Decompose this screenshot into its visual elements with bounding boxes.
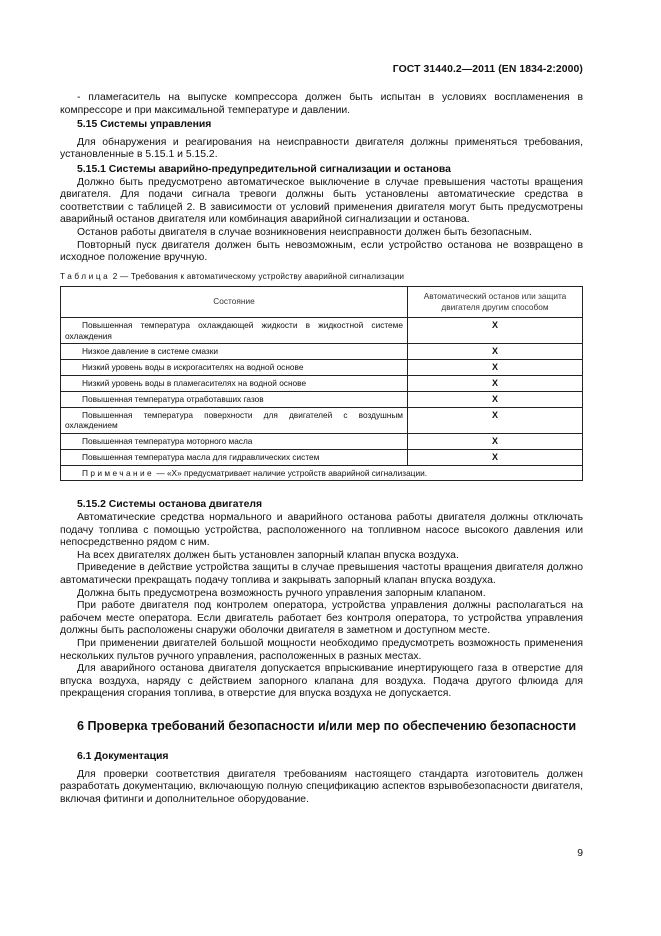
section-5-15-2-paragraph-3: Приведение в действие устройства защиты в случае превышения частоты вращения двигателя должно автоматически прекращать подачу топлива и закрывать запорный клапан впуска воздуха.: [60, 562, 583, 587]
alarm-requirements-table: [60, 286, 583, 482]
table-row: [61, 434, 583, 450]
table-caption: [60, 272, 583, 281]
page-body: [60, 64, 583, 806]
table-row: [61, 317, 583, 344]
table-row: [61, 344, 583, 360]
table-caption-word: Таблица: [60, 271, 111, 281]
document-header: ГОСТ 31440.2—2011 (EN 1834-2:2000): [392, 64, 583, 75]
section-6-1-heading: 6.1 Документация: [77, 750, 169, 762]
table-header-state: Состояние: [61, 286, 408, 317]
table-cell-state: Низкий уровень воды в пламегасителях на водной основе: [61, 375, 408, 391]
table-note-text: — «X» предусматривает наличие устройств аварийной сигнализации.: [154, 467, 428, 478]
table-cell-state: Низкое давление в системе смазки: [61, 344, 408, 360]
section-5-15-2-paragraph-7: Для аварийного останова двигателя допускается впрыскивание инертирующего газа в отверстие для впуска воздуха, наряду с действием запорного клапана для воздуха. Подача другого флюида для прекращения сгорания топлива, в отверстие для впуска воздуха не допускается.: [60, 663, 583, 700]
table-cell-mark: X: [408, 391, 583, 407]
section-5-15-paragraph: Для обнаружения и реагирования на неисправности двигателя должны применяться требования, установленные в 5.15.1 и 5.15.2.: [60, 136, 583, 161]
table-cell-state: Повышенная температура масла для гидравлических систем: [61, 449, 408, 465]
table-cell-state: Повышенная температура моторного масла: [61, 434, 408, 450]
table-cell-mark: X: [408, 449, 583, 465]
table-cell-mark: X: [408, 434, 583, 450]
table-row: [61, 407, 583, 434]
table-cell-mark: X: [408, 407, 583, 434]
table-cell-state: Повышенная температура отработавших газов: [61, 391, 408, 407]
table-cell-mark: X: [408, 360, 583, 376]
table-cell-state: Повышенная температура поверхности для двигателей с воздушным охлаждением: [61, 407, 408, 434]
table-row: [61, 449, 583, 465]
section-5-15-1-paragraph-1: Должно быть предусмотрено автоматическое выключение в случае превышения частоты вращения двигателя. Для подачи сигнала тревоги должны быть установлены автоматические средства в соответствии с таблицей 2. В зависимости от условий применения двигателя могут быть предусмотрены аварийный останов двигателя или комбинация аварийной сигнализации и останова.: [60, 176, 583, 226]
section-5-15-2-paragraph-4: Должна быть предусмотрена возможность ручного управления запорным клапаном.: [77, 587, 486, 599]
table-note: [61, 465, 583, 481]
section-5-15-2-paragraph-2: На всех двигателях должен быть установлен запорный клапан впуска воздуха.: [77, 549, 459, 561]
intro-bullet: - пламегаситель на выпуске компрессора должен быть испытан в условиях воспламенения в компрессоре и при максимальной температуре и давлении.: [60, 92, 583, 116]
table-cell-mark: X: [408, 317, 583, 344]
section-5-15-1-paragraph-2: Останов работы двигателя в случае возникновения неисправности должен быть безопасным.: [77, 226, 532, 238]
section-5-15-1-paragraph-3: Повторный пуск двигателя должен быть невозможным, если устройство останова не возвращено в исходное положение вручную.: [60, 239, 583, 264]
table-cell-mark: X: [408, 344, 583, 360]
section-6-heading: 6 Проверка требований безопасности и/или мер по обеспечению безопасности: [77, 718, 577, 733]
table-cell-state: Повышенная температура охлаждающей жидкости в жидкостной системе охлаждения: [61, 317, 408, 344]
page-number: 9: [577, 848, 583, 859]
table-caption-text: 2 — Требования к автоматическому устройству аварийной сигнализации: [110, 271, 405, 281]
table-cell-state: Низкий уровень воды в искрогасителях на водной основе: [61, 360, 408, 376]
section-5-15-1-heading: 5.15.1 Системы аварийно-предупредительной сигнализации и останова: [77, 163, 451, 175]
section-5-15-2-heading: 5.15.2 Системы останова двигателя: [77, 499, 263, 511]
section-5-15-2-paragraph-5: При работе двигателя под контролем оператора, устройства управления должны располагаться на рабочем месте оператора. Если двигатель работает без контроля оператора, то устройства управления должны быть расположены снаружи оболочки двигателя в заметном и доступном месте.: [60, 600, 583, 637]
table-note-word: Примечание: [82, 467, 155, 478]
section-5-15-2-paragraph-6: При применении двигателей большой мощности необходимо предусмотреть возможность применения нескольких пультов ручного управления, расположенных в разных местах.: [60, 638, 583, 662]
section-5-15-heading: 5.15 Системы управления: [77, 119, 212, 131]
section-5-15-2-paragraph-1: Автоматические средства нормального и аварийного останова работы двигателя должны отключать подачу топлива с помощью устройства, расположенного на топливном насосе высокого давления или непосредственно рядом с ним.: [60, 512, 583, 549]
table-row: [61, 375, 583, 391]
table-row: [61, 360, 583, 376]
section-6-1-paragraph: Для проверки соответствия двигателя требованиям настоящего стандарта изготовитель должен разработать документацию, включающую полную спецификацию аспектов взрывобезопасности двигателя, включая фитинги и дополнительное оборудование.: [60, 768, 583, 805]
table-row: [61, 391, 583, 407]
table-note-row: [61, 465, 583, 481]
table-cell-mark: X: [408, 375, 583, 391]
table-header-shutdown: Автоматический останов или защита двигателя другим способом: [408, 286, 583, 317]
